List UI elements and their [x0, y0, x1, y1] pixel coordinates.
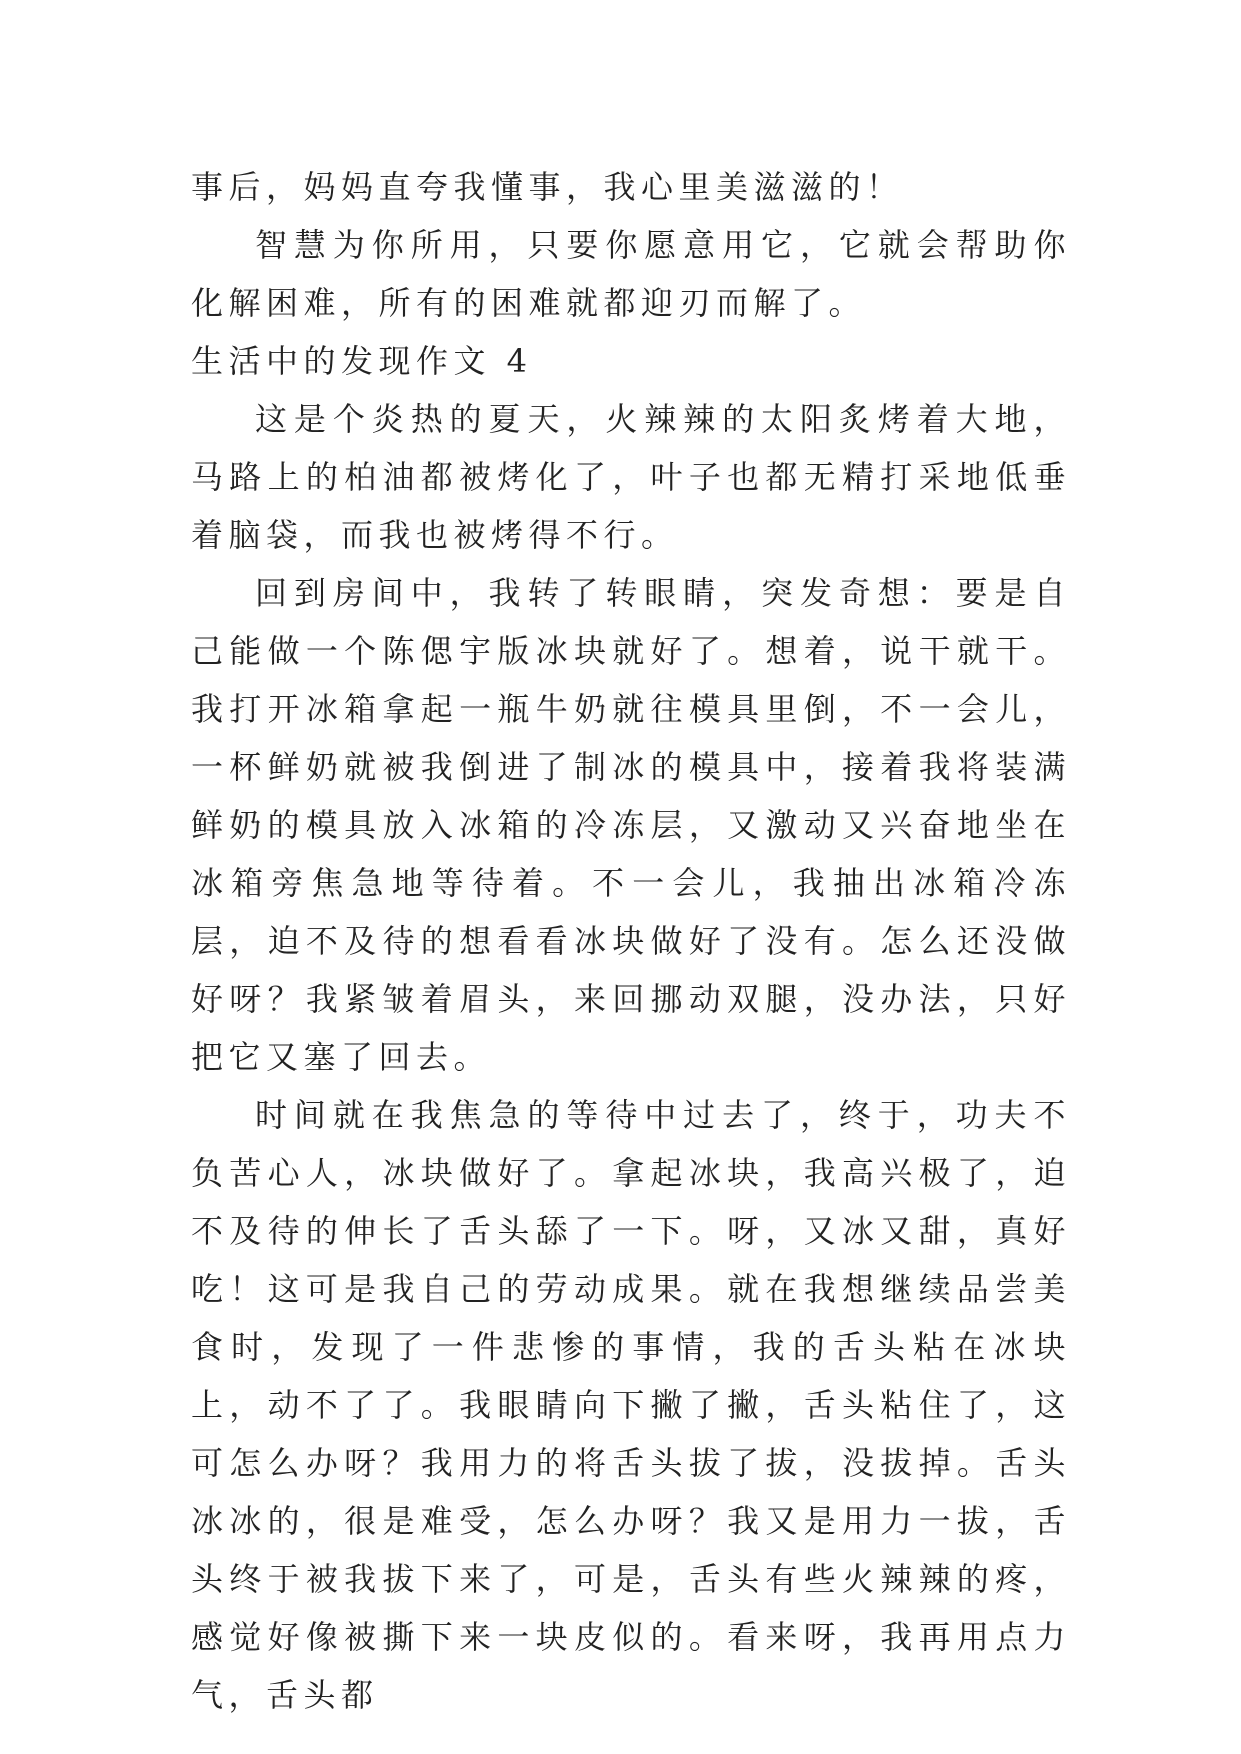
- paragraph: 智慧为你所用，只要你愿意用它，它就会帮助你化解困难，所有的困难就都迎刃而解了。: [191, 226, 1071, 322]
- section-heading: 生活中的发现作文 4: [191, 342, 533, 380]
- paragraph: 这是个炎热的夏天，火辣辣的太阳炙烤着大地，马路上的柏油都被烤化了，叶子也都无精打采地低垂着脑袋，而我也被烤得不行。: [191, 400, 1071, 554]
- paragraph: 时间就在我焦急的等待中过去了，终于，功夫不负苦心人，冰块做好了。拿起冰块，我高兴极了，迫不及待的伸长了舌头舔了一下。呀，又冰又甜，真好吃！这可是我自己的劳动成果。就在我想继续品尝美食时，发现了一件悲惨的事情，我的舌头粘在冰块上，动不了了。我眼睛向下撇了撇，舌头粘住了，这可怎么办呀？我用力的将舌头拔了拔，没拔掉。舌头冰冰的，很是难受，怎么办呀？我又是用力一拔，舌头终于被我拔下来了，可是，舌头有些火辣辣的疼，感觉好像被撕下来一块皮似的。看来呀，我再用点力气，舌头都: [191, 1096, 1071, 1714]
- document-body: [191, 158, 1071, 1724]
- paragraph: 回到房间中，我转了转眼睛，突发奇想：要是自己能做一个陈偲宇版冰块就好了。想着，说干就干。我打开冰箱拿起一瓶牛奶就往模具里倒，不一会儿，一杯鲜奶就被我倒进了制冰的模具中，接着我将装满鲜奶的模具放入冰箱的冷冻层，又激动又兴奋地坐在冰箱旁焦急地等待着。不一会儿，我抽出冰箱冷冻层，迫不及待的想看看冰块做好了没有。怎么还没做好呀？我紧皱着眉头，来回挪动双腿，没办法，只好把它又塞了回去。: [191, 574, 1071, 1076]
- paragraph: 事后，妈妈直夸我懂事，我心里美滋滋的！: [191, 168, 904, 206]
